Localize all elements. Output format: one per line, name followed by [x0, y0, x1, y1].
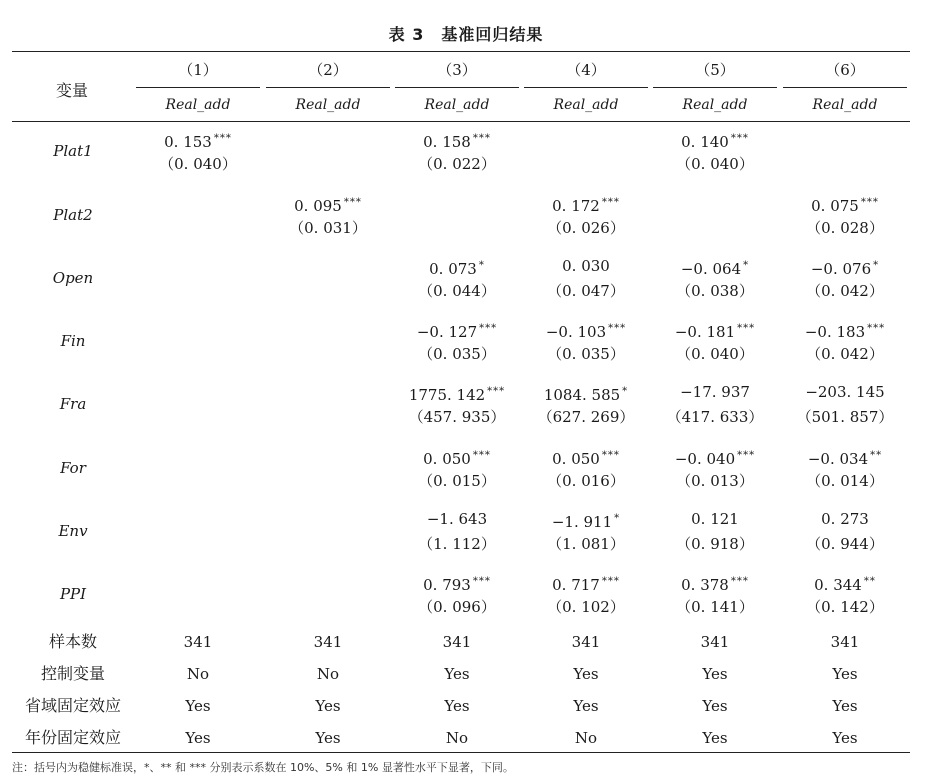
summary-value: No	[574, 729, 598, 747]
column-sub-rule	[653, 87, 777, 88]
column-number: （4）	[566, 61, 606, 79]
significance-stars: *	[614, 513, 621, 524]
standard-error: （0. 035）	[547, 345, 625, 363]
coefficient-value: −0. 040	[674, 450, 736, 468]
header-rule	[12, 121, 910, 122]
standard-error: （0. 096）	[418, 598, 496, 616]
summary-value: 341	[830, 633, 860, 651]
coefficient-value: 0. 273	[821, 510, 869, 528]
dependent-variable: Real_add	[553, 97, 619, 113]
coefficient	[653, 257, 777, 278]
standard-error: （0. 040）	[676, 345, 754, 363]
coefficient-value: 0. 793	[423, 576, 471, 594]
coefficient	[783, 510, 907, 528]
summary-value: Yes	[185, 697, 211, 715]
standard-error: （627. 269）	[537, 408, 635, 426]
coefficient	[653, 130, 777, 151]
standard-error: （1. 112）	[418, 535, 496, 553]
standard-error: （417. 633）	[666, 408, 764, 426]
coefficient-value: −17. 937	[680, 383, 750, 401]
summary-label: 年份固定效应	[24, 728, 121, 747]
coefficient-value: 0. 050	[552, 450, 600, 468]
column-number: （5）	[695, 61, 735, 79]
coefficient	[524, 383, 648, 404]
summary-value: Yes	[702, 729, 728, 747]
row-label: Env	[58, 522, 88, 540]
summary-value: 341	[183, 633, 213, 651]
variable-header: 变量	[55, 81, 88, 100]
coefficient-value: 0. 073	[429, 260, 477, 278]
summary-value: 341	[700, 633, 730, 651]
coefficient	[524, 194, 648, 215]
coefficient	[783, 257, 907, 278]
row-label: PPI	[59, 585, 87, 603]
significance-stars: *	[478, 260, 485, 271]
standard-error: （0. 042）	[806, 282, 884, 300]
coefficient-value: −0. 127	[416, 323, 478, 341]
standard-error: （0. 013）	[676, 472, 754, 490]
standard-error: （0. 031）	[289, 219, 367, 237]
coefficient-value: 1775. 142	[408, 386, 486, 404]
coefficient-value: 0. 158	[423, 133, 471, 151]
standard-error: （0. 016）	[547, 472, 625, 490]
dependent-variable: Real_add	[295, 97, 361, 113]
coefficient-value: 0. 378	[681, 576, 729, 594]
coefficient	[395, 510, 519, 528]
coefficient-value: 0. 050	[423, 450, 471, 468]
row-label: Open	[52, 269, 94, 287]
coefficient-value: 0. 344	[814, 576, 862, 594]
coefficient	[653, 510, 777, 528]
coefficient-value: 0. 717	[552, 576, 600, 594]
column-number: （1）	[178, 61, 218, 79]
summary-value: No	[445, 729, 469, 747]
significance-stars: ***	[601, 576, 620, 587]
significance-stars: *	[622, 386, 629, 397]
coefficient	[783, 194, 907, 215]
coefficient-value: −0. 103	[545, 323, 607, 341]
standard-error: （0. 014）	[806, 472, 884, 490]
coefficient-value: 0. 095	[294, 197, 342, 215]
column-sub-rule	[136, 87, 260, 88]
coefficient-value: −203. 145	[805, 383, 885, 401]
coefficient	[653, 383, 777, 401]
summary-label: 样本数	[48, 632, 97, 651]
standard-error: （0. 015）	[418, 472, 496, 490]
summary-value: Yes	[444, 697, 470, 715]
standard-error: （1. 081）	[547, 535, 625, 553]
row-label: Plat1	[53, 142, 93, 160]
standard-error: （0. 035）	[418, 345, 496, 363]
coefficient-value: 0. 075	[811, 197, 859, 215]
summary-value: Yes	[185, 729, 211, 747]
coefficient-value: −0. 076	[810, 260, 872, 278]
coefficient-value: −0. 183	[804, 323, 866, 341]
standard-error: （0. 141）	[676, 598, 754, 616]
significance-stars: ***	[860, 197, 879, 208]
coefficient	[783, 383, 907, 401]
table-caption: 表 3 基准回归结果	[388, 25, 544, 44]
summary-value: Yes	[573, 697, 599, 715]
summary-label: 省域固定效应	[24, 696, 121, 715]
row-label: Plat2	[53, 206, 93, 224]
column-number: （3）	[437, 61, 477, 79]
significance-stars: ***	[737, 450, 756, 461]
summary-value: Yes	[702, 697, 728, 715]
significance-stars: ***	[472, 133, 491, 144]
summary-value: Yes	[832, 697, 858, 715]
coefficient-value: −0. 034	[807, 450, 869, 468]
standard-error: （0. 044）	[418, 282, 496, 300]
standard-error: （0. 142）	[806, 598, 884, 616]
coefficient	[524, 320, 648, 341]
coefficient	[524, 510, 648, 531]
coefficient	[524, 257, 648, 275]
coefficient-value: 0. 153	[164, 133, 212, 151]
standard-error: （0. 047）	[547, 282, 625, 300]
table-note: 注：括号内为稳健标准误，*、** 和 *** 分别表示系数在 10%、5% 和 1% 显著性水平下显著，下同。	[12, 761, 514, 774]
significance-stars: ***	[472, 450, 491, 461]
summary-value: Yes	[573, 665, 599, 683]
row-label: For	[60, 459, 86, 477]
standard-error: （0. 028）	[806, 219, 884, 237]
significance-stars: *	[873, 260, 880, 271]
significance-stars: ***	[730, 133, 749, 144]
coefficient	[524, 447, 648, 468]
standard-error: （0. 944）	[806, 535, 884, 553]
significance-stars: ***	[479, 323, 498, 334]
row-label: Fin	[60, 332, 86, 350]
standard-error: （0. 040）	[159, 155, 237, 173]
summary-value: Yes	[832, 665, 858, 683]
summary-value: 341	[442, 633, 472, 651]
significance-stars: *	[743, 260, 750, 271]
summary-value: Yes	[832, 729, 858, 747]
column-sub-rule	[783, 87, 907, 88]
significance-stars: ***	[213, 133, 232, 144]
coefficient-value: −1. 911	[551, 513, 613, 531]
column-sub-rule	[266, 87, 390, 88]
column-sub-rule	[524, 87, 648, 88]
coefficient-value: 1084. 585	[543, 386, 621, 404]
summary-value: 341	[571, 633, 601, 651]
standard-error: （0. 102）	[547, 598, 625, 616]
coefficient-value: 0. 140	[681, 133, 729, 151]
standard-error: （0. 918）	[676, 535, 754, 553]
coefficient	[395, 447, 519, 468]
summary-value: No	[316, 665, 340, 683]
coefficient	[136, 130, 260, 151]
coefficient	[395, 383, 519, 404]
significance-stars: **	[870, 450, 883, 461]
coefficient	[653, 320, 777, 341]
coefficient	[653, 573, 777, 594]
bottom-rule	[12, 752, 910, 753]
significance-stars: ***	[730, 576, 749, 587]
significance-stars: ***	[601, 197, 620, 208]
coefficient	[395, 130, 519, 151]
significance-stars: ***	[472, 576, 491, 587]
dependent-variable: Real_add	[165, 97, 231, 113]
summary-value: Yes	[315, 729, 341, 747]
summary-value: Yes	[702, 665, 728, 683]
dependent-variable: Real_add	[682, 97, 748, 113]
dependent-variable: Real_add	[812, 97, 878, 113]
coefficient	[783, 573, 907, 594]
standard-error: （0. 022）	[418, 155, 496, 173]
column-number: （2）	[308, 61, 348, 79]
standard-error: （457. 935）	[408, 408, 506, 426]
significance-stars: ***	[343, 197, 362, 208]
coefficient	[783, 447, 907, 468]
summary-value: Yes	[315, 697, 341, 715]
coefficient	[783, 320, 907, 341]
summary-value: Yes	[444, 665, 470, 683]
standard-error: （0. 038）	[676, 282, 754, 300]
summary-value: No	[186, 665, 210, 683]
significance-stars: ***	[608, 323, 627, 334]
standard-error: （0. 042）	[806, 345, 884, 363]
coefficient	[395, 320, 519, 341]
dependent-variable: Real_add	[424, 97, 490, 113]
standard-error: （501. 857）	[796, 408, 894, 426]
coefficient-value: −0. 181	[674, 323, 736, 341]
significance-stars: ***	[487, 386, 506, 397]
coefficient-value: −0. 064	[680, 260, 742, 278]
coefficient	[266, 194, 390, 215]
coefficient	[653, 447, 777, 468]
summary-value: 341	[313, 633, 343, 651]
coefficient-value: 0. 172	[552, 197, 600, 215]
summary-label: 控制变量	[40, 664, 105, 683]
coefficient	[395, 257, 519, 278]
coefficient-value: 0. 030	[562, 257, 610, 275]
top-rule	[12, 51, 910, 52]
row-label: Fra	[59, 395, 87, 413]
coefficient	[524, 573, 648, 594]
standard-error: （0. 026）	[547, 219, 625, 237]
coefficient-value: 0. 121	[691, 510, 739, 528]
significance-stars: **	[863, 576, 876, 587]
significance-stars: ***	[601, 450, 620, 461]
significance-stars: ***	[737, 323, 756, 334]
standard-error: （0. 040）	[676, 155, 754, 173]
column-number: （6）	[825, 61, 865, 79]
significance-stars: ***	[867, 323, 886, 334]
coefficient	[395, 573, 519, 594]
coefficient-value: −1. 643	[426, 510, 488, 528]
column-sub-rule	[395, 87, 519, 88]
